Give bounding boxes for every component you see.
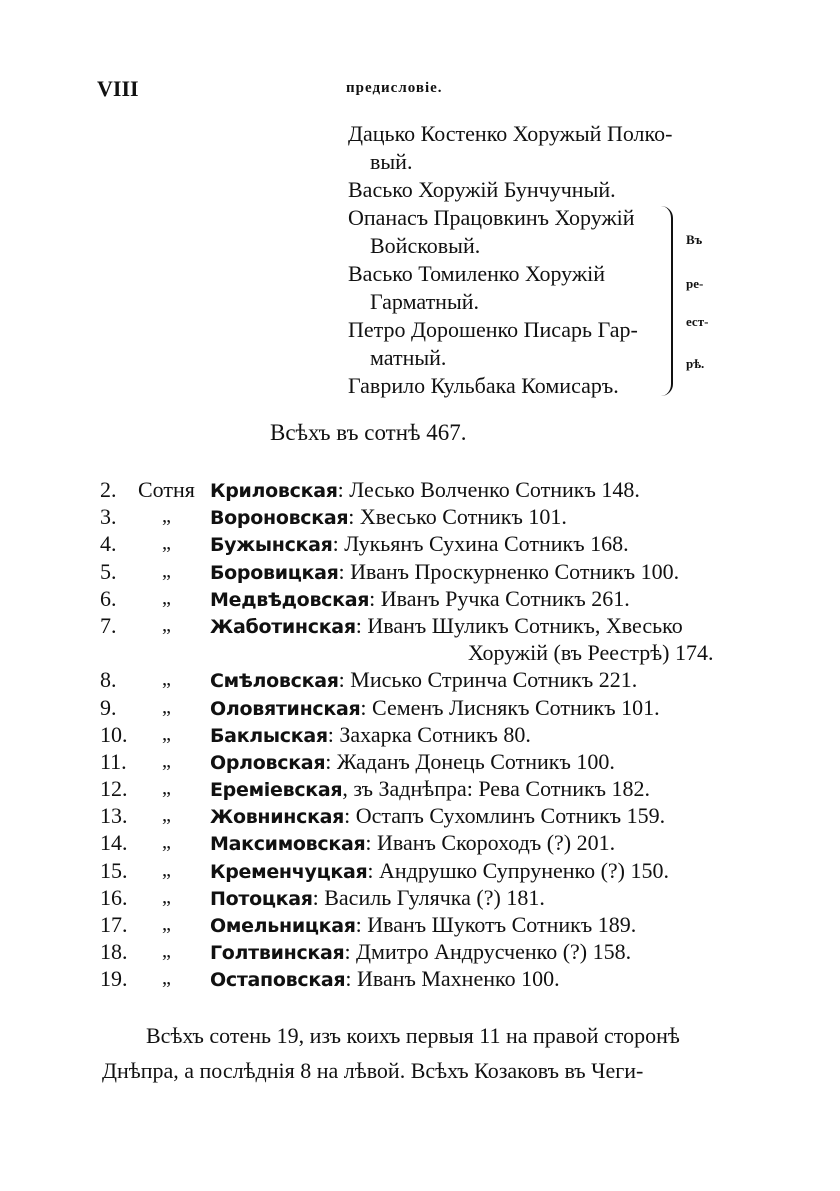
row-text <box>210 938 631 967</box>
sotnya-details: : Остапъ Сухомлинъ Сотникъ 159. <box>344 803 666 829</box>
sotnya-row <box>100 558 740 585</box>
row-number: 14. <box>100 830 128 856</box>
ditto-mark: „ <box>162 804 171 827</box>
margin-note-line: Въ <box>686 232 703 247</box>
row-number: 2. <box>100 477 117 502</box>
row-number: 17. <box>100 912 128 937</box>
closing-paragraph <box>102 1018 742 1088</box>
row-number: 5. <box>100 558 117 584</box>
sotnya-name: Орловская <box>210 751 326 774</box>
sotnya-name: Криловская <box>210 480 338 502</box>
sotnya-row <box>100 721 740 748</box>
sotnya-details: : Иванъ Шуликъ Сотникъ, Хвесько <box>355 612 683 638</box>
brace-bracket <box>657 206 673 396</box>
row-text <box>210 721 531 750</box>
sotnya-row <box>100 911 740 938</box>
ditto-mark: „ <box>162 913 171 935</box>
sotnya-name: Бужынская <box>210 534 333 557</box>
margin-note-line: рѣ. <box>686 356 705 371</box>
officer-line: Петро Дорошенко Писарь Гар- <box>348 317 638 342</box>
officer-line-cont: Гарматный. <box>370 289 480 314</box>
sotnya-details: : Лесько Волченко Сотникъ 148. <box>337 477 640 502</box>
sotnya-name: Потоцкая <box>210 887 313 910</box>
sotnya-total: Всѣхъ въ сотнѣ 467. <box>270 420 467 445</box>
sotnya-row <box>100 748 740 775</box>
sotnya-row <box>100 530 740 557</box>
sotnya-name: Баклыская <box>210 724 328 747</box>
running-title: предисловіе. <box>346 80 443 96</box>
row-number: 9. <box>100 694 117 720</box>
sotnya-row <box>100 884 740 911</box>
sotnya-row <box>100 802 740 829</box>
row-number: 10. <box>100 721 128 747</box>
sotnya-name: Оловятинская <box>210 697 361 720</box>
ditto-mark: „ <box>162 505 171 528</box>
row-number: 11. <box>100 748 127 774</box>
officer-entry <box>348 120 728 176</box>
row-text <box>210 911 636 940</box>
ditto-mark: „ <box>162 695 171 718</box>
row-text <box>210 694 660 723</box>
sotnya-row <box>100 938 740 965</box>
ditto-mark: „ <box>162 722 171 745</box>
ditto-mark: „ <box>162 749 171 772</box>
row-number: 15. <box>100 857 128 883</box>
row-number: 19. <box>100 966 128 992</box>
row-number: 4. <box>100 531 117 557</box>
sotnya-name: Смѣловская <box>210 670 339 693</box>
sotnya-row <box>100 666 740 693</box>
sotnya-name: Омельницкая <box>210 915 356 937</box>
ditto-mark: „ <box>162 613 171 636</box>
officer-line: Васько Хоружій Бунчучный. <box>348 177 616 202</box>
sotnya-details: : Андрушко Супруненко (?) 150. <box>367 857 669 883</box>
sotnya-name: Медвѣдовская <box>210 588 370 611</box>
sotnya-name: Жовнинская <box>210 806 345 829</box>
sotnya-details: : Жаданъ Донець Сотникъ 100. <box>325 748 615 774</box>
closing-line: Днѣпра, а послѣднія 8 на лѣвой. Всѣхъ Козаковъ въ Чеги- <box>102 1058 644 1083</box>
ditto-mark: „ <box>162 885 171 908</box>
sotnya-details: , зъ Заднѣпра: Рева Сотникъ 182. <box>342 776 651 802</box>
row-text <box>210 965 560 994</box>
officer-line-cont: матный. <box>370 345 447 370</box>
ditto-mark: „ <box>162 559 171 582</box>
officer-line: Дацько Костенко Хоружый Полко- <box>348 121 673 146</box>
sotnya-details: : Дмитро Андрусченко (?) 158. <box>344 939 632 965</box>
page-number: VIII <box>97 76 139 101</box>
officer-line-cont: Войсковый. <box>370 233 481 258</box>
row-text <box>210 558 679 587</box>
sotnya-name: Голтвинская <box>210 942 345 965</box>
ditto-mark: „ <box>162 940 171 963</box>
row-continuation-text: Хоружій (въ Реестрѣ) 174. <box>468 640 714 666</box>
row-text <box>210 829 615 858</box>
sotnya-name: Еремiевская <box>210 779 343 802</box>
sotnya-row <box>100 965 740 992</box>
sotnya-name: Боровицкая <box>210 561 339 584</box>
row-text <box>210 857 669 886</box>
row-number: 12. <box>100 776 128 802</box>
officer-entry <box>348 176 728 204</box>
margin-note-line: ре- <box>686 276 704 291</box>
ditto-mark: „ <box>162 967 171 990</box>
row-number: 18. <box>100 939 128 965</box>
row-number: 3. <box>100 504 117 530</box>
ditto-mark: „ <box>162 532 171 555</box>
officer-line: Опанасъ Працовкинъ Хоружій <box>348 205 635 230</box>
row-text <box>210 530 629 559</box>
sotnya-details: : Иванъ Махненко 100. <box>345 966 560 992</box>
sotnya-details: : Иванъ Ручка Сотникъ 261. <box>369 585 630 611</box>
row-text <box>210 802 665 831</box>
row-text <box>210 775 650 804</box>
sotnya-word: Сотня <box>138 477 195 502</box>
sotnya-row <box>100 775 740 802</box>
sotnya-row <box>100 612 740 639</box>
row-number: 8. <box>100 667 117 693</box>
row-text <box>210 666 637 695</box>
sotnya-details: : Захарка Сотникъ 80. <box>327 721 531 747</box>
ditto-mark: „ <box>162 831 171 854</box>
sotnya-row <box>100 829 740 856</box>
sotnya-name: Вороновская <box>210 507 349 530</box>
row-text <box>210 503 567 532</box>
row-number: 16. <box>100 884 128 910</box>
officer-line: Гаврило Кульбака Комисаръ. <box>348 373 619 398</box>
row-text <box>210 476 640 505</box>
sotnya-row <box>100 503 740 530</box>
sotnya-row-continuation <box>100 639 740 666</box>
sotnya-details: : Семенъ Лиснякъ Сотникъ 101. <box>360 694 660 720</box>
ditto-mark: „ <box>162 858 171 881</box>
sotnya-row <box>100 857 740 884</box>
sotnya-row <box>100 476 740 503</box>
ditto-mark: „ <box>162 777 171 800</box>
sotnya-details: : Иванъ Проскурненко Сотникъ 100. <box>338 558 680 584</box>
sotnya-details: : Иванъ Шукотъ Сотникъ 189. <box>355 912 637 937</box>
sotni-list <box>100 476 740 993</box>
sotnya-name: Кременчуцкая <box>210 860 368 883</box>
sotnya-details: : Василь Гулячка (?) 181. <box>312 884 545 910</box>
sotnya-details: : Лукьянъ Сухина Сотникъ 168. <box>332 531 629 557</box>
sotnya-name: Жаботинская <box>210 615 356 638</box>
ditto-mark: „ <box>162 586 171 609</box>
margin-note-line: ест- <box>686 314 709 329</box>
officer-line-cont: вый. <box>370 149 413 174</box>
row-text <box>210 585 630 614</box>
sotnya-name: Максимовская <box>210 833 366 856</box>
row-number: 13. <box>100 803 128 829</box>
sotnya-details: : Хвесько Сотникъ 101. <box>348 504 567 530</box>
sotnya-row <box>100 694 740 721</box>
row-text <box>210 884 545 913</box>
closing-line: Всѣхъ сотень 19, изъ коихъ первыя 11 на правой сторонѣ <box>146 1023 680 1048</box>
row-text <box>210 748 615 777</box>
row-number: 7. <box>100 612 117 638</box>
row-text <box>210 612 683 641</box>
sotnya-row <box>100 585 740 612</box>
sotnya-details: : Мисько Стринча Сотникъ 221. <box>338 667 638 693</box>
ditto-mark: „ <box>162 668 171 691</box>
sotnya-details: : Иванъ Скороходъ (?) 201. <box>365 830 616 856</box>
sotnya-name: Остаповская <box>210 969 346 992</box>
officer-line: Васько Томиленко Хоружій <box>348 261 605 286</box>
row-number: 6. <box>100 585 117 611</box>
